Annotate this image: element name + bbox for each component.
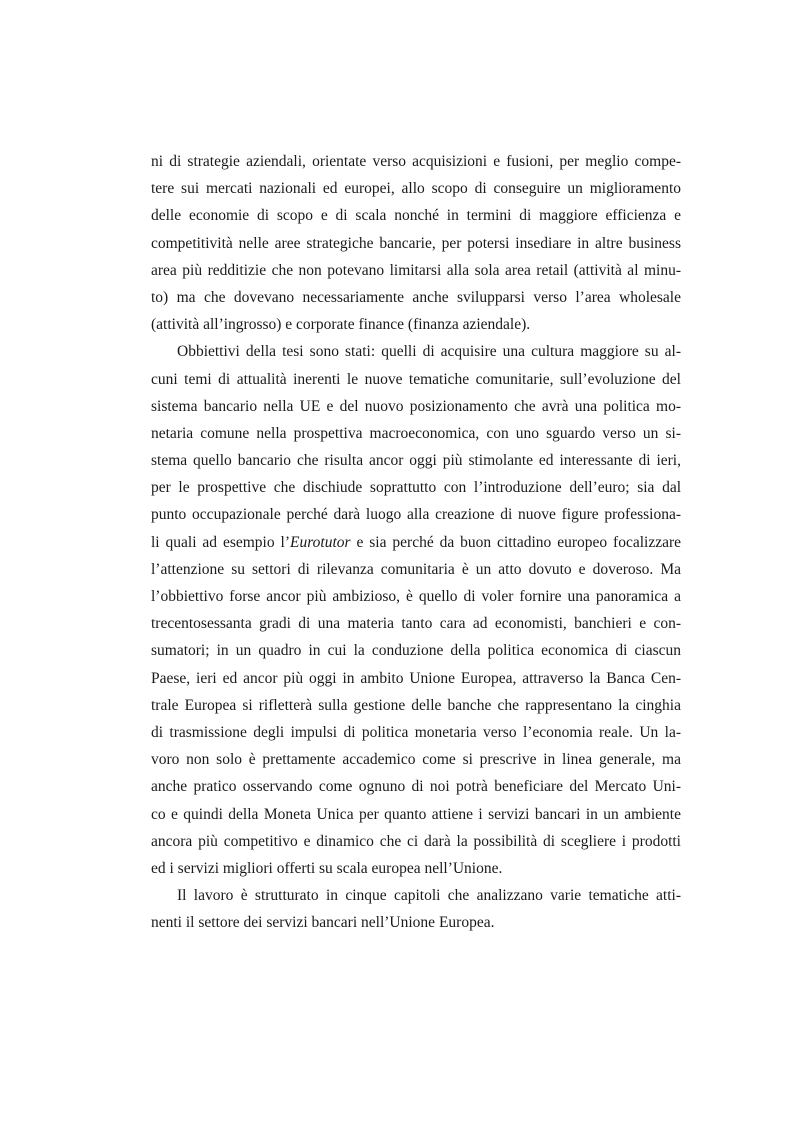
text-line: voro non solo è prettamente accademico come si prescrive in linea generale, ma xyxy=(151,751,681,769)
text-line: (attività all’ingrosso) e corporate finance (finanza aziendale). xyxy=(151,316,531,334)
text-line: competitività nelle aree strategiche bancarie, per potersi insediare in altre business xyxy=(151,234,681,252)
text-segment: e sia perché da buon cittadino europeo focalizzare xyxy=(350,533,681,551)
text-line: cuni temi di attualità inerenti le nuove tematiche comunitarie, sull’evoluzione del xyxy=(151,370,681,388)
text-line: tere sui mercati nazionali ed europei, allo scopo di conseguire un miglioramento xyxy=(151,180,681,198)
text-line: netaria comune nella prospettiva macroeconomica, con uno sguardo verso un si- xyxy=(151,424,681,442)
text-line-with-italic xyxy=(151,529,681,556)
paragraph-2 xyxy=(151,338,681,882)
text-line: punto occupazionale perché darà luogo alla creazione di nuove figure professiona- xyxy=(151,506,681,524)
text-line: Paese, ieri ed ancor più oggi in ambito Unione Europea, attraverso la Banca Cen- xyxy=(151,669,681,687)
text-line: sumatori; in un quadro in cui la conduzione della politica economica di ciascun xyxy=(151,642,681,660)
italic-term: Eurotutor xyxy=(290,533,351,551)
paragraph-1 xyxy=(151,148,681,338)
text-line: delle economie di scopo e di scala nonché in termini di maggiore efficienza e xyxy=(151,207,681,225)
text-line: Il lavoro è strutturato in cinque capitoli che analizzano varie tematiche atti- xyxy=(177,887,681,905)
text-line: nenti il settore dei servizi bancari nell’Unione Europea. xyxy=(151,914,495,932)
text-line: co e quindi della Moneta Unica per quanto attiene i servizi bancari in un ambiente xyxy=(151,805,681,823)
body-text xyxy=(151,148,681,936)
text-segment: li quali ad esempio l’ xyxy=(151,533,290,551)
paragraph-3 xyxy=(151,882,681,936)
text-line: ni di strategie aziendali, orientate verso acquisizioni e fusioni, per meglio compe- xyxy=(151,153,681,170)
text-line: stema quello bancario che risulta ancor oggi più stimolante ed interessante di ieri, xyxy=(151,452,681,470)
text-line: l’obbiettivo forse ancor più ambizioso, è quello di voler fornire una panoramica a xyxy=(151,588,681,605)
text-line: per le prospettive che dischiude soprattutto con l’introduzione dell’euro; sia dal xyxy=(151,479,681,497)
text-line: l’attenzione su settori di rilevanza comunitaria è un atto dovuto e doveroso. Ma xyxy=(151,560,681,578)
text-line: Obbiettivi della tesi sono stati: quelli di acquisire una cultura maggiore su al- xyxy=(177,343,681,361)
text-line: ed i servizi migliori offerti su scala europea nell’Unione. xyxy=(151,859,503,877)
text-line: trale Europea si rifletterà sulla gestione delle banche che rappresentano la cinghia xyxy=(151,696,681,714)
text-line: anche pratico osservando come ognuno di noi potrà beneficiare del Mercato Uni- xyxy=(151,778,681,796)
text-line: di trasmissione degli impulsi di politica monetaria verso l’economia reale. Un la- xyxy=(151,723,681,741)
text-line: area più redditizie che non potevano limitarsi alla sola area retail (attività al minu- xyxy=(151,261,681,279)
text-line: ancora più competitivo e dinamico che ci darà la possibilità di scegliere i prodotti xyxy=(151,832,681,850)
text-line: sistema bancario nella UE e del nuovo posizionamento che avrà una politica mo- xyxy=(151,397,681,415)
text-line: trecentosessanta gradi di una materia tanto cara ad economisti, banchieri e con- xyxy=(151,615,681,633)
text-line: to) ma che dovevano necessariamente anche svilupparsi verso l’area wholesale xyxy=(151,288,681,306)
